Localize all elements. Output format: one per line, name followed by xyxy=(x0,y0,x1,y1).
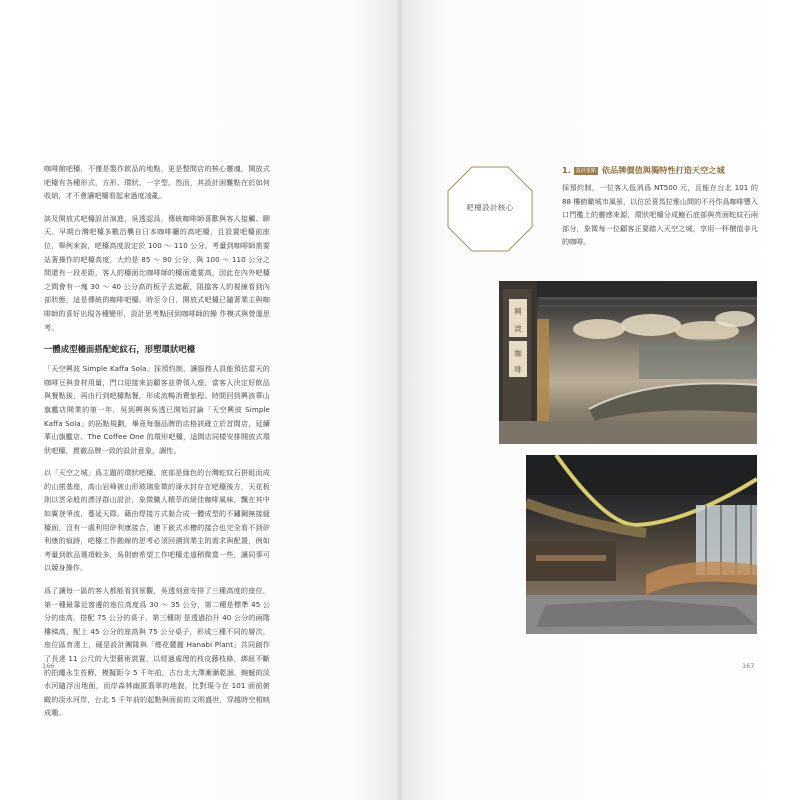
heading-number: 1. xyxy=(562,165,571,175)
sign-char-2: 波 xyxy=(514,324,522,333)
paragraph: 「天空興波 Simple Kaffa Sola」採預約制，讓服務人員能預估當天的咖啡豆與食材用量，門口迎接來訪顧客並帶領入座，當客人決定好飲品與餐點後，再由行到吧檯點餐，形成流暢消費旅程。時間回到興波華山旗艦店開業的第一年，吳到興與吳透已開始討論「天空興波 Simple Kaffa Sola」的拓點規劃，畢竟每個品牌的店格該確立於首間店，延續華山旗艦店、The Coffee One 的環形吧檯，這間店同樣安排開放式環狀吧檯，貫徹品牌一致的設計意象、調性。 xyxy=(44,364,270,455)
page-number-left: 166 xyxy=(42,662,55,670)
page-number-right: 167 xyxy=(742,662,755,670)
design-point-heading xyxy=(562,164,762,177)
photo-circular-bar xyxy=(499,281,757,444)
cafe-bar-photo xyxy=(499,281,757,444)
octagon-badge xyxy=(447,166,533,252)
left-page-text xyxy=(44,162,270,729)
paragraph: 爲了讓每一區的客人都能看到景觀，吳透刻意安排了三種高度的座位，第一種最靠近窗邊的座位高度爲 30 〜 35 公分，第二種是標準 45 公分的座高，搭配 75 公分的桌子，第三種則 是透過抬升 40 公分的兩階樓梯高，配上 45 公分的座高與 75 公分桌子，形成三種不同的層次，座位區育達上，硬是設計團隊與「煙花麓麗 Hanabi Plant」共同創作了長達 11 公尺的大型藝術裝置，以經過處理的枝皮藤枝條，綁紐不斷的拍繩永生苔蘚，模擬距今 5 千年前，古台北大澤漸漸乾涸，蜿蜒的淡水河隨浮出地面，而岸森林幽匿翡翠的地貌，比對現今在 101 面前俯瞰的淡水河岸，台北 5 千年前的起點與面前的文明盛世，穿越時空相映成趣。 xyxy=(44,586,270,718)
paragraph: 咖啡館吧檯，不僅是製作飲品的地點，更是整間店的核心靈魂，開放式吧檯有各種形式，方形、環狀、一字型。然而，其設計困難點在於如何收納，才不會讓吧檯看起來過度凌亂。 xyxy=(44,164,270,201)
sign-char-4: 啡 xyxy=(514,365,522,374)
section-heading: 一體成型檯面搭配蛇紋石，形塑環狀吧檯 xyxy=(44,344,196,355)
sign-char-1: 興 xyxy=(514,307,522,316)
heading-text: 依品牌價值與獨特性打造天空之城 xyxy=(601,165,725,175)
design-point-tag: 設計重點 xyxy=(575,168,596,174)
paragraph: 談及開放式吧檯設計演進，吳透認爲，傳統咖啡師喜歡與客人接觸、聊天，早期台灣吧檯多數沿襲自日本咖啡廳的高吧檯，且設置吧檯前座位，舉例來說，吧檯高度設定於 100 〜 110 公分，考量到咖啡師需要站著操作的吧檯高度，大約是 85 〜 90 公分，與 100 〜 110 公分之間還有一段差距，客人的檯面比咖啡師的檯面還要高，因此在內外吧檯之間會有一塊 30 〜 40 公分高的板子去遮蔽，阻擋客人的視線看到內部狀態，這是傳統的咖啡吧檯。時至今日，開放式吧檯已隨著業主與咖啡師的喜好出現各種變形，設計思考點回到咖啡師的操 作模式與營運思考。 xyxy=(44,213,270,332)
photo-seating-area xyxy=(526,455,757,634)
right-page-text xyxy=(562,181,758,249)
cafe-seating-photo xyxy=(526,455,757,634)
sign-char-3: 咖 xyxy=(514,349,522,358)
paragraph: 以「天空之城」爲主題的環狀吧檯，底部是綠色的台灣蛇紋石拼組而成的山巒基座，高山岩峰被山形玻璃象徵的澡水封存在吧檯後方，天花板則以雲朵般的漂浮群山設計，象徵職人精萃的絕佳咖啡風味，飄在其中如翼登爭流，蔓延天際。藉由焊接方式黏合成一體成型的不鏽鋼無接縫檯面，沒有一處利用矽利康接合，連下嵌式水槽的接合也完全看不到矽利康的痕跡，吧檯工作動線的思考必須回溯到業主的需求與配置，例如考量到飲品選項較多，吳則廚希望工作吧檯走道稍微寬一些，讓同事可以競身操作。 xyxy=(44,468,270,573)
paragraph: 採預約制，一位客人低消爲 NT500 元，且能在台北 101 的 88 樓俯瞰城市風景，以位於喜馬拉雅山間的不丹作爲咖啡豐入口門檻上的靈感來源，環狀吧檯分成鮑石底部與亮面蛇紋石兩部分，象徵每一位顧客正要踏入天空之城，享用一杯價值非凡的咖啡。 xyxy=(562,183,758,247)
octagon-label: 吧檯設計核心 xyxy=(466,203,514,212)
